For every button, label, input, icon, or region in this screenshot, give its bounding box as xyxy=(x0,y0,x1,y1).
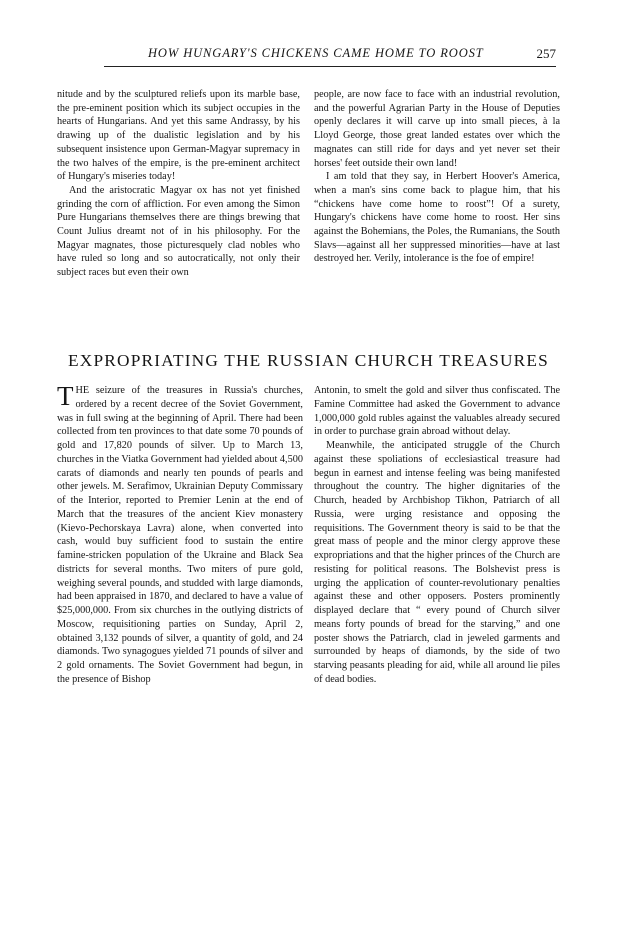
top-left-column xyxy=(57,88,300,280)
page-number: 257 xyxy=(536,46,556,61)
article-right-paragraph-2: Meanwhile, the anticipated struggle of the Church against these spoliations of ecclesiastical treasure had begun in earnest and intense feeling was being manifested throughout the country. The higher dignitaries of the Church, headed by Archbishop Tikhon, Patriarch of all Russia, were urging resistance and opposing the requisitions. The Government theory is said to be that the great mass of people and the minor clergy approve these expropriations and that the higher princes of the Church are resisting for political reasons. The Bolshevist press is urging the application of counter-revolutionary penalties against these and other opposers. Posters prominently displayed declare that “ every pound of Church silver means forty pounds of bread for the starving,” and one poster shows the Patriarch, clad in jeweled garments and surrounded by heaps of diamonds, by the side of two starving peasants pleading for aid, while all around lie piles of dead bodies. xyxy=(314,440,560,685)
top-right-paragraph-1: people, are now face to face with an industrial revolution, and the powerful Agrarian Party in the House of Deputies openly declares it will carve up into small pieces, à la Lloyd George, those great landed estates over which the magnates can still ride for days and yet never set their horses' feet outside their own land! xyxy=(314,89,560,169)
article-left-paragraph-1-text: HE seizure of the treasures in Russia's churches, ordered by a recent decree of the Soviet Government, was in full swing at the beginning of April. There had been collected from ten provinces to that date some 70 pounds of gold and 17,820 pounds of silver. Up to March 13, churches in the Viatka Government had yielded about 4,500 carats of diamonds and nearly ten pounds of pearls and other jewels. M. Serafimov, Ukrainian Deputy Commissary of the Interior, reported to Premier Lenin at the end of March that the treasures of the ancient Kiev monastery (Kievo-Pechorskaya Lavra) alone, when converted into cash, would buy sufficient food to sustain the entire famine-stricken population of the Ukraine and Black Sea districts for several months. Two miters of pure gold, weighing several pounds, and studded with large diamonds, had been appraised in 1870, and declared to have a value of $25,000,000. From six churches in the outlying districts of Moscow, requisitioning parties on Sunday, April 2, obtained 3,132 pounds of silver, a quantity of gold, and 24 diamonds. Two synagogues yielded 71 pounds of silver and 2 gold ornaments. The Soviet Government had begun, in the presence of Bishop xyxy=(57,385,303,685)
drop-cap: T xyxy=(57,381,74,411)
article-right-column xyxy=(314,384,560,687)
top-left-paragraph-2: And the aristocratic Magyar ox has not yet finished grinding the corn of affliction. For even among the Simon Pure Hungarians themselves there are things brewing that Count Julius dreamt not of in his philosophy. For the Magyar magnates, those picturesquely clad nobles who have ruled so long and so autocratically, not only their subject races but even their own xyxy=(57,184,300,279)
running-title: HOW HUNGARY'S CHICKENS CAME HOME TO ROOST xyxy=(148,46,484,60)
header-rule xyxy=(104,66,556,67)
running-head xyxy=(104,46,556,66)
top-right-paragraph-2: I am told that they say, in Herbert Hoover's America, when a man's sins come back to plague him, that his “chickens have come home to roost”! Of a surety, Hungary's chickens have come home to roost. Her sins against the Bohemians, the Poles, the Rumanians, the South Slavs—against all her suppressed minorities—have at last destroyed her. Verily, intolerance is the foe of empire! xyxy=(314,171,560,265)
article-title: EXPROPRIATING THE RUSSIAN CHURCH TREASURES xyxy=(68,351,549,370)
article-left-paragraph-1 xyxy=(57,381,303,687)
article-right-paragraph-1: Antonin, to smelt the gold and silver thus confiscated. The Famine Committee had asked the Government to advance 1,000,000 gold rubles against the valuables already secured in order to purchase grain abroad without delay. xyxy=(314,385,560,438)
top-left-paragraph-1: nitude and by the sculptured reliefs upon its marble base, the pre-eminent position which its subject occupies in the hearts of Hungarians. And yet this same Andrassy, by his drawing up of the dualistic legislation and by his subsequent insistence upon German-Magyar supremacy in the two halves of the empire, is the pre-eminent architect of Hungary's miseries today! xyxy=(57,89,300,183)
article-left-column xyxy=(57,381,303,687)
top-right-column xyxy=(314,88,560,266)
